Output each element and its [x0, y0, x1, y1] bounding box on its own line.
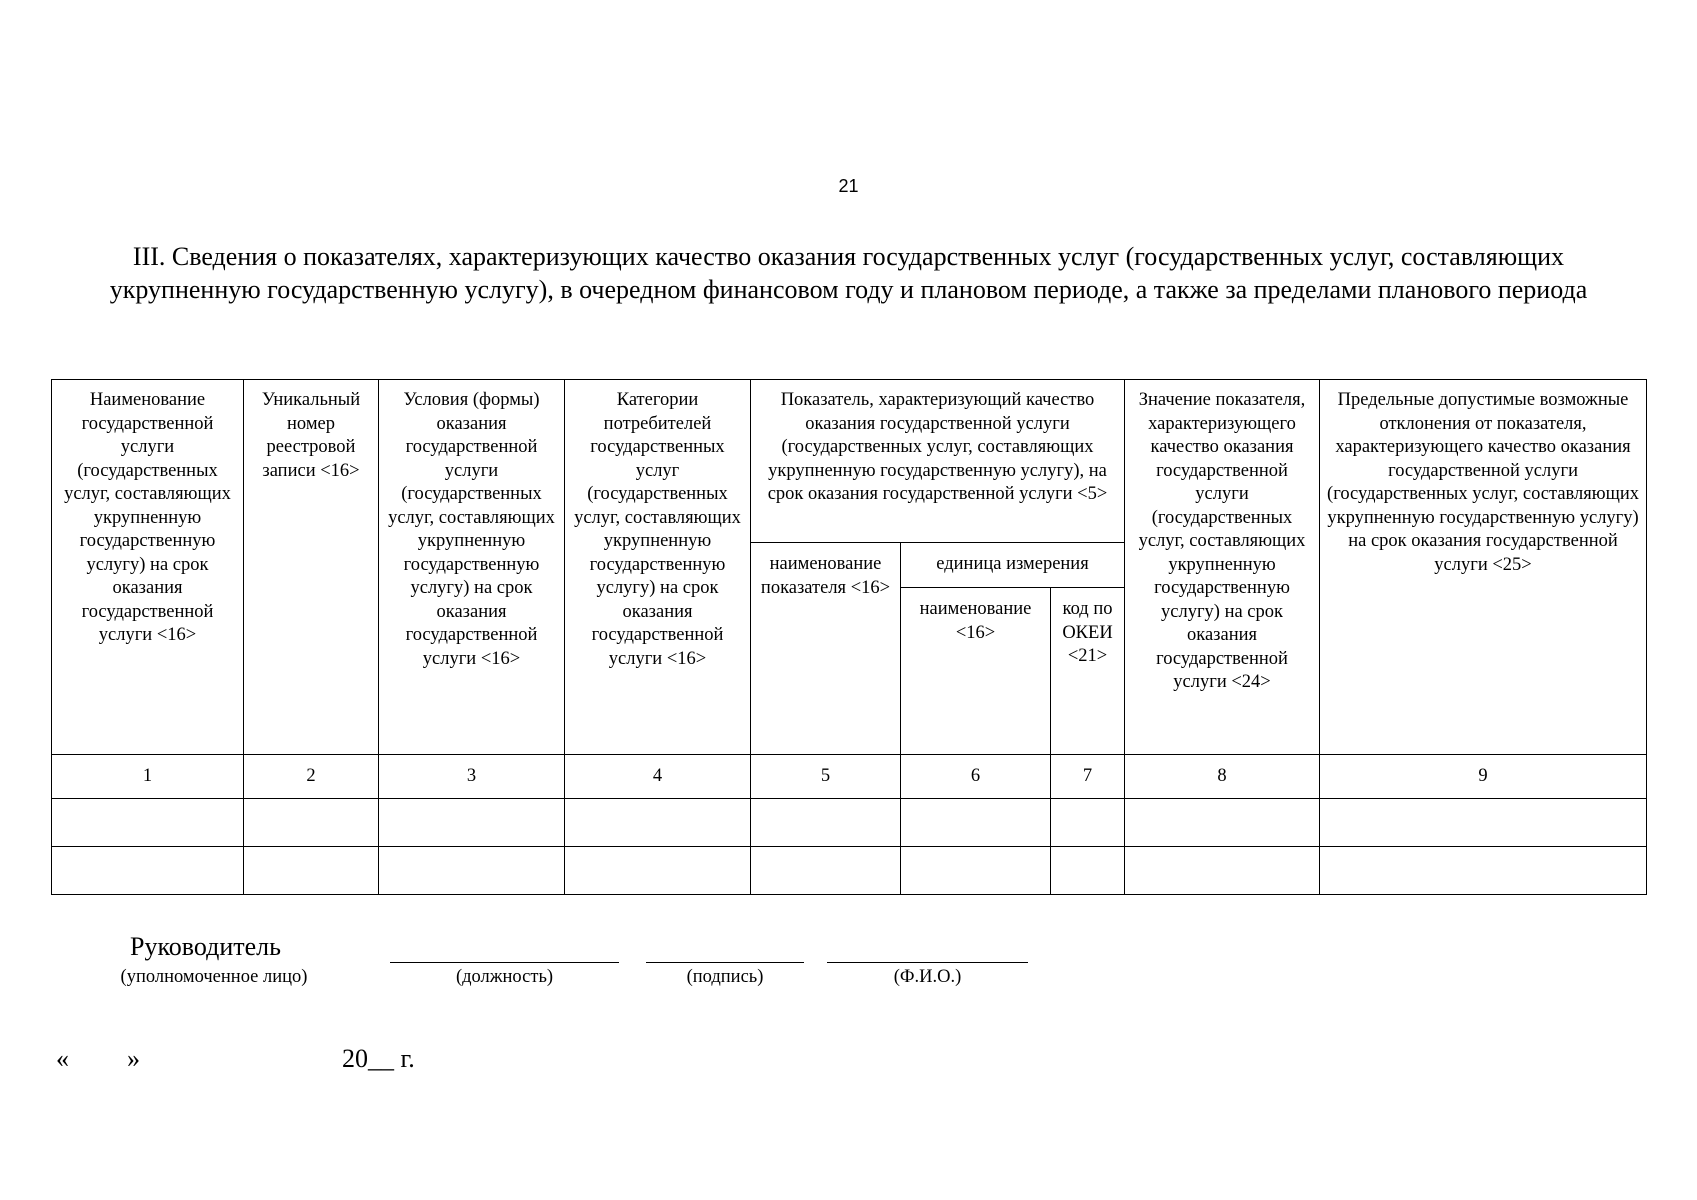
- empty-cell: [565, 847, 751, 895]
- signature-lead-label: Руководитель: [130, 932, 281, 961]
- date-open-quote: «: [56, 1044, 69, 1073]
- empty-cell: [565, 799, 751, 847]
- empty-cell: [1051, 847, 1125, 895]
- column-numbers-row: [52, 755, 1647, 799]
- column-number: 2: [244, 755, 379, 799]
- empty-cell: [901, 847, 1051, 895]
- column-number: 9: [1320, 755, 1647, 799]
- header-consumer-categories: Категории потребителей государственных услуг (государственных услуг, составляющих укрупненную государственную услугу) на срок оказания государственной услуги <16>: [565, 380, 751, 755]
- empty-cell: [1320, 799, 1647, 847]
- section-title: III. Сведения о показателях, характеризующих качество оказания государственных услуг (государственных услуг, составляющих укрупненную государственную услугу), в очередном финансовом году и плановом периоде, а также за пределами планового периода: [109, 242, 1588, 304]
- header-service-conditions: Условия (формы) оказания государственной услуги (государственных услуг, составляющих укрупненную государственную услугу) на срок оказания государственной услуги <16>: [379, 380, 565, 755]
- column-number: 4: [565, 755, 751, 799]
- header-unit-group: единица измерения: [901, 543, 1125, 588]
- quality-indicators-table: [51, 379, 1647, 895]
- header-quality-indicator-group: Показатель, характеризующий качество оказания государственной услуги (государственных услуг, составляющих укрупненную государственную услугу), на срок оказания государственной услуги <5>: [751, 380, 1125, 543]
- column-number: 6: [901, 755, 1051, 799]
- empty-cell: [52, 799, 244, 847]
- signature-line: [646, 962, 804, 963]
- empty-cell: [379, 847, 565, 895]
- date-year: 20__ г.: [342, 1044, 415, 1073]
- position-caption: (должность): [455, 967, 554, 987]
- empty-cell: [1125, 799, 1320, 847]
- header-indicator-value: Значение показателя, характеризующего качество оказания государственной услуги (государственных услуг, составляющих укрупненную государственную услугу) на срок оказания государственной услуги <24>: [1125, 380, 1320, 755]
- column-number: 7: [1051, 755, 1125, 799]
- empty-cell: [244, 799, 379, 847]
- empty-cell: [1051, 799, 1125, 847]
- empty-cell: [751, 799, 901, 847]
- date-close-quote: »: [127, 1044, 140, 1073]
- signature-lead-caption: (уполномоченное лицо): [120, 967, 308, 987]
- empty-cell: [901, 799, 1051, 847]
- empty-cell: [1320, 847, 1647, 895]
- table-row: [52, 847, 1647, 895]
- empty-cell: [379, 799, 565, 847]
- signature-caption: (подпись): [686, 967, 764, 987]
- full-name-caption: (Ф.И.О.): [893, 967, 962, 987]
- header-okei-code: код по ОКЕИ <21>: [1051, 588, 1125, 755]
- column-number: 1: [52, 755, 244, 799]
- page-number: 21: [838, 176, 859, 196]
- header-unit-name: наименование <16>: [901, 588, 1051, 755]
- header-allowed-deviations: Предельные допустимые возможные отклонения от показателя, характеризующего качество оказания государственной услуги (государственных услуг, составляющих укрупненную государственную услугу) на срок оказания государственной услуги <25>: [1320, 380, 1647, 755]
- header-indicator-name: наименование показателя <16>: [751, 543, 901, 755]
- full-name-line: [827, 962, 1028, 963]
- position-line: [390, 962, 619, 963]
- header-service-name: Наименование государственной услуги (государственных услуг, составляющих укрупненную государственную услугу) на срок оказания государственной услуги <16>: [52, 380, 244, 755]
- table-row: [52, 799, 1647, 847]
- column-number: 8: [1125, 755, 1320, 799]
- header-registry-number: Уникальный номер реестровой записи <16>: [244, 380, 379, 755]
- column-number: 5: [751, 755, 901, 799]
- empty-cell: [52, 847, 244, 895]
- empty-cell: [751, 847, 901, 895]
- column-number: 3: [379, 755, 565, 799]
- empty-cell: [244, 847, 379, 895]
- empty-cell: [1125, 847, 1320, 895]
